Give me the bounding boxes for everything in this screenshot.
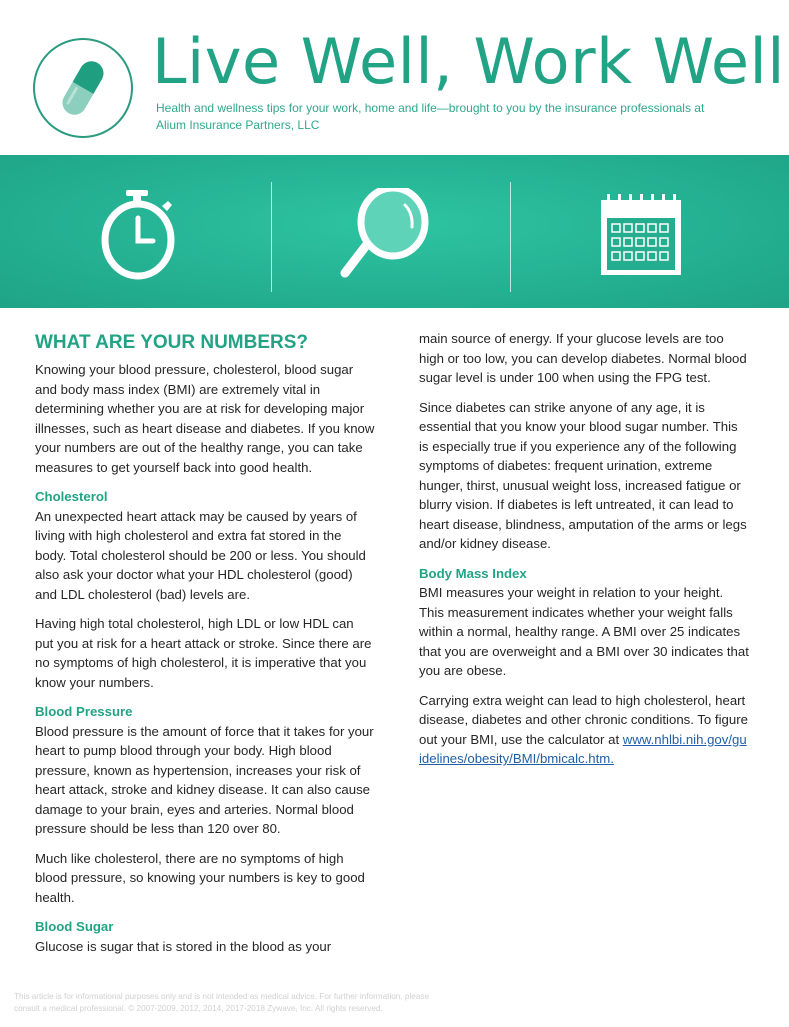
left-column xyxy=(35,330,375,966)
icon-banner xyxy=(0,155,789,308)
page-title: Live Well, Work Well xyxy=(152,25,785,98)
cholesterol-paragraph-1: An unexpected heart attack may be caused by years of living with high cholesterol and extra fat stored in the body. Total cholesterol should be 200 or less. You should also ask your doctor what your HDL cholesterol (good) and LDL cholesterol (bad) levels are. xyxy=(35,508,366,602)
magnifying-glass-icon xyxy=(333,188,433,280)
right-column xyxy=(419,329,749,779)
section-heading-blood-sugar: Blood Sugar xyxy=(35,919,114,934)
stopwatch-icon xyxy=(100,188,182,280)
blood-sugar-paragraph-2: Since diabetes can strike anyone of any age, it is essential that you know your blood sugar number. This is especially true if you experience any of the following symptoms of diabetes: frequent urination, extreme hunger, thirst, unusual weight loss, increased fatigue or blurry vision. If diabetes is left untreated, it can lead to heart disease, blindness, amputation of the arms or legs and/or kidney disease. xyxy=(419,399,747,551)
footer-disclaimer: This article is for informational purposes only and is not intended as medical advice. For further information, please consult a medical professional. © 2007-2009, 2012, 2014, 2017-2018 Zywave, Inc. All rights reserved. xyxy=(14,992,430,1013)
calendar-icon xyxy=(598,192,684,278)
blood-sugar-paragraph-1a: Glucose is sugar that is stored in the blood as your xyxy=(35,938,332,954)
pill-capsule-icon xyxy=(32,37,134,139)
bmi-paragraph-2 xyxy=(419,691,749,769)
section-heading-bmi: Body Mass Index xyxy=(419,565,527,581)
blood-pressure-paragraph-1: Blood pressure is the amount of force that it takes for your heart to pump blood through your body. High blood pressure, known as hypertension, increases your risk of heart attack, stroke and kidney disease. It can also cause damage to your brain, eyes and arteries. Normal blood pressure should be less than 120 over 80. xyxy=(35,723,374,836)
blood-pressure-paragraph-2: Much like cholesterol, there are no symptoms of high blood pressure, so knowing your numbers is key to good health. xyxy=(35,850,365,905)
cholesterol-paragraph-2: Having high total cholesterol, high LDL or low HDL can put you at risk for a heart attack or stroke. Since there are no symptoms of high cholesterol, it is imperative that you know your numbers. xyxy=(35,616,372,690)
header xyxy=(0,0,789,155)
section-heading-blood-pressure: Blood Pressure xyxy=(35,704,133,719)
page-subtitle: Health and wellness tips for your work, home and life—brought to you by the insurance professionals at Alium Insurance Partners, LLC xyxy=(156,101,705,132)
bmi-paragraph-2-text: Carrying extra weight can lead to high cholesterol, heart disease, diabetes and other chronic conditions. To figure out your BMI, use the calculator at xyxy=(419,692,748,747)
section-heading-cholesterol: Cholesterol xyxy=(35,489,108,504)
bmi-paragraph-1: BMI measures your weight in relation to your height. This measurement indicates whether your weight falls within a normal, healthy range. A BMI over 25 indicates that you are overweight and a BMI over 30 indicates that you are obese. xyxy=(419,585,749,678)
intro-paragraph: Knowing your blood pressure, cholesterol, blood sugar and body mass index (BMI) are extremely vital in determining whether you are at risk for developing major illnesses, such as heart disease and diabetes. If you know your numbers are out of the healthy range, you can take measures to get yourself back into good health. xyxy=(35,362,375,475)
blood-sugar-paragraph-1b: main source of energy. If your glucose levels are too high or too low, you can develop diabetes. Normal blood sugar level is under 100 when using the FPG test. xyxy=(419,331,747,385)
bmi-calculator-link[interactable]: www.nhlbi.nih.gov/guidelines/obesity/BMI/bmicalc.htm. xyxy=(419,731,747,766)
banner-divider xyxy=(510,182,511,292)
banner-divider xyxy=(271,182,272,292)
article-heading: WHAT ARE YOUR NUMBERS? xyxy=(35,332,309,353)
